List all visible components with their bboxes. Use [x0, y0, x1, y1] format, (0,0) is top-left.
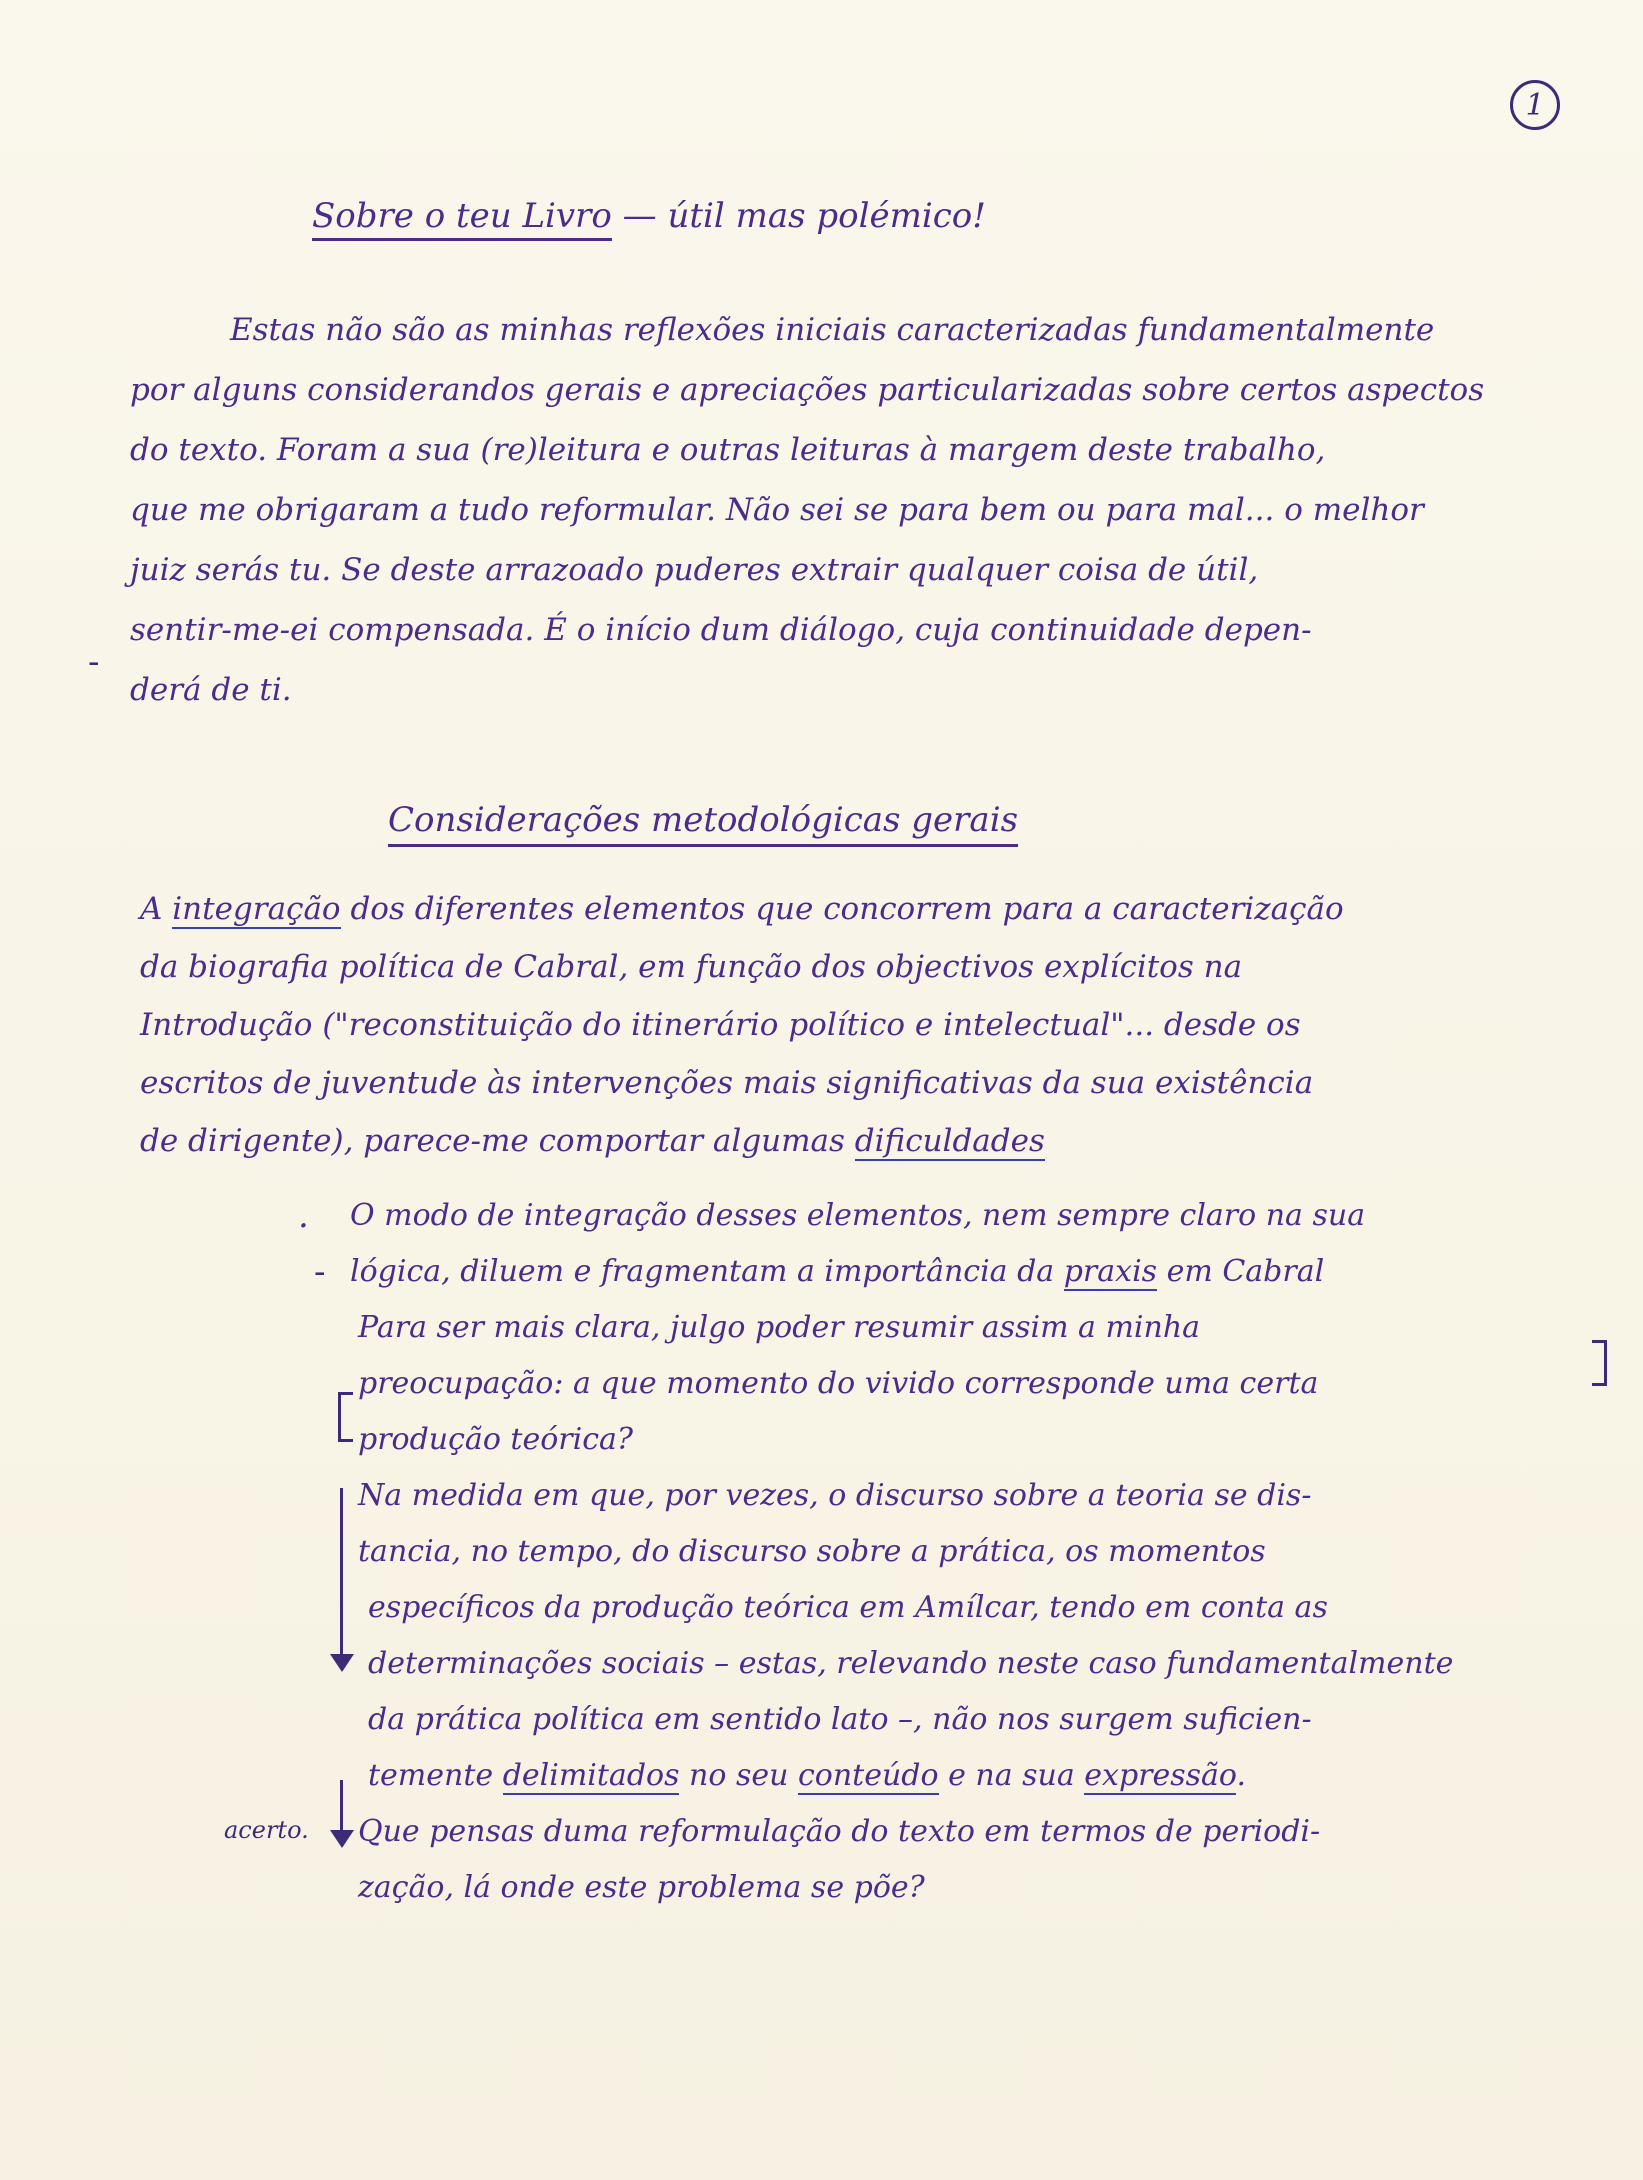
intro-line: juiz serás tu. Se deste arrazoado puderes extrair qualquer coisa de útil, [130, 552, 1259, 588]
section-heading: Considerações metodológicas gerais [388, 800, 1018, 847]
bullet-line: Para ser mais clara, julgo poder resumir assim a minha [358, 1310, 1201, 1345]
margin-dash-mark: - [88, 642, 100, 682]
page-number: 1 [1510, 80, 1560, 130]
intro-line: por alguns considerandos gerais e apreciações particularizadas sobre certos aspectos [130, 372, 1485, 408]
intro-line: derá de ti. [130, 672, 292, 708]
body-line: de dirigente), parece-me comportar algumas dificuldades [140, 1123, 1045, 1159]
bullet-line: produção teórica? [358, 1422, 633, 1457]
bullet-line: Na medida em que, por vezes, o discurso sobre a teoria se dis- [358, 1478, 1312, 1513]
bullet-dot: . [298, 1196, 309, 1236]
bullet-line: Que pensas duma reformulação do texto em termos de periodi- [358, 1814, 1321, 1849]
bullet-line: tancia, no tempo, do discurso sobre a prática, os momentos [358, 1534, 1266, 1569]
down-arrow-mark [340, 1488, 343, 1668]
margin-note: acerto. [224, 1816, 309, 1844]
section-body [140, 880, 1620, 1170]
body-line: Introdução ("reconstituição do itinerário político e intelectual"... desde os [140, 1007, 1301, 1043]
body-line: A integração dos diferentes elementos que concorrem para a caracterização [140, 891, 1344, 927]
right-bracket-mark [1592, 1340, 1607, 1386]
intro-line: Estas não são as minhas reflexões iniciais caracterizadas fundamentalmente [230, 312, 1435, 348]
intro-paragraph [130, 300, 1590, 720]
left-bracket-mark [338, 1392, 353, 1442]
bullet-line: da prática política em sentido lato –, não nos surgem suficien- [368, 1702, 1312, 1737]
body-line: da biografia política de Cabral, em função dos objectivos explícitos na [140, 949, 1243, 985]
bullet-line: temente delimitados no seu conteúdo e na sua expressão. [368, 1758, 1246, 1793]
bullet-line: zação, lá onde este problema se põe? [358, 1870, 925, 1905]
body-line: escritos de juventude às intervenções mais significativas da sua existência [140, 1065, 1314, 1101]
title-underlined: Sobre o teu Livro [312, 196, 612, 241]
intro-line: do texto. Foram a sua (re)leitura e outras leituras à margem deste trabalho, [130, 432, 1326, 468]
down-arrow-mark [340, 1780, 343, 1844]
bullet-line: O modo de integração desses elementos, nem sempre claro na sua [350, 1198, 1366, 1233]
bullet-line: preocupação: a que momento do vivido corresponde uma certa [358, 1366, 1319, 1401]
bullet-block [290, 1188, 1620, 1916]
title [312, 196, 986, 236]
margin-dash-mark: - [314, 1252, 326, 1292]
bullet-line: determinações sociais – estas, relevando neste caso fundamentalmente [368, 1646, 1454, 1681]
title-rest: — útil mas polémico! [622, 196, 986, 236]
intro-line: que me obrigaram a tudo reformular. Não sei se para bem ou para mal... o melhor [130, 492, 1424, 528]
bullet-line: lógica, diluem e fragmentam a importância da praxis em Cabral [350, 1254, 1325, 1289]
intro-line: sentir-me-ei compensada. É o início dum diálogo, cuja continuidade depen- [130, 612, 1312, 648]
bullet-line: específicos da produção teórica em Amílcar, tendo em conta as [368, 1590, 1328, 1625]
